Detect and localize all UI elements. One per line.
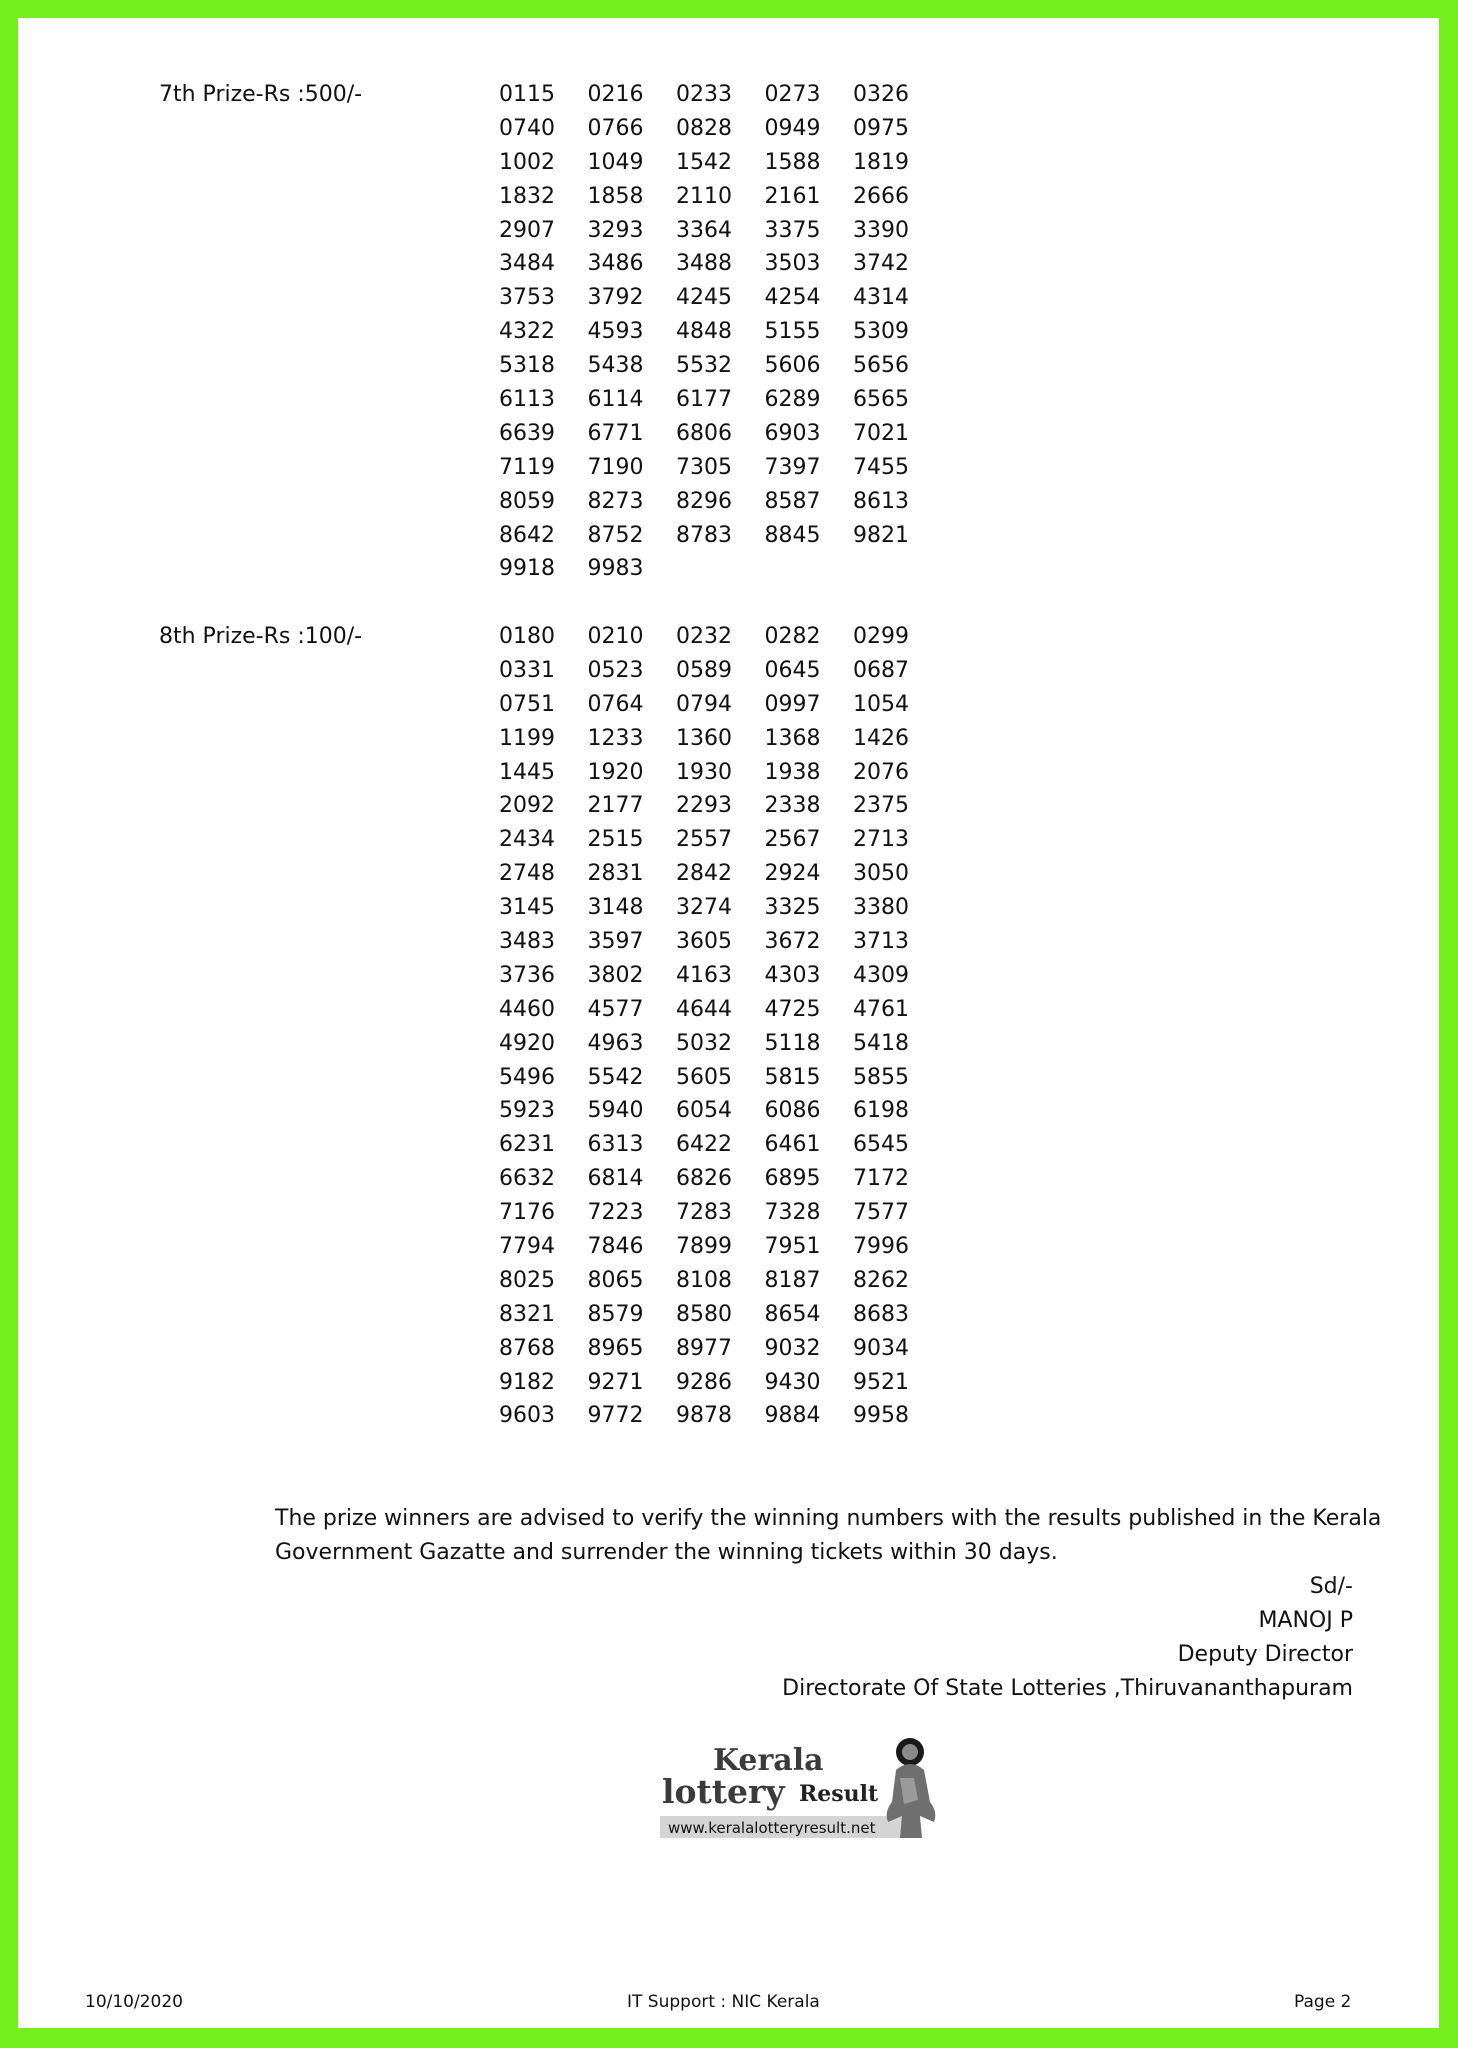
winning-number: 1054 — [853, 691, 909, 717]
winning-number: 8579 — [587, 1301, 644, 1327]
winning-number: 9521 — [853, 1369, 909, 1395]
winning-number: 8296 — [676, 488, 732, 514]
winning-number: 3483 — [499, 929, 555, 955]
winning-number: 0589 — [676, 657, 732, 683]
winning-number: 4593 — [587, 319, 644, 345]
winning-number: 1360 — [676, 725, 732, 751]
prize-label: 7th Prize-Rs :500/- — [159, 82, 363, 107]
winning-number: 0949 — [764, 115, 821, 141]
winning-number: 4163 — [676, 962, 732, 988]
winning-number: 7305 — [676, 454, 732, 480]
winning-number: 8845 — [764, 522, 821, 548]
winning-number: 5309 — [853, 319, 909, 345]
winning-number: 8580 — [676, 1301, 732, 1327]
winning-number: 2713 — [853, 827, 909, 853]
winning-number: 6903 — [764, 420, 821, 446]
logo-text-kerala: Kerala — [713, 1743, 824, 1778]
winning-number: 3792 — [587, 285, 644, 311]
winning-number: 3503 — [764, 251, 821, 277]
signature-block — [782, 1570, 1353, 1706]
winning-number: 7328 — [764, 1200, 821, 1226]
winning-number: 8065 — [587, 1267, 644, 1293]
winning-number: 3375 — [764, 217, 821, 243]
prize-numbers-grid — [499, 78, 942, 586]
winning-number: 0794 — [676, 691, 732, 717]
winning-number: 0331 — [499, 657, 555, 683]
winning-number: 0740 — [499, 115, 555, 141]
winning-number: 2567 — [764, 827, 821, 853]
winning-number: 8977 — [676, 1335, 732, 1361]
winning-number: 0828 — [676, 115, 732, 141]
winning-number: 2515 — [587, 827, 644, 853]
winning-number: 6113 — [499, 387, 555, 413]
winning-number: 4920 — [499, 1030, 555, 1056]
winning-number: 2177 — [587, 793, 644, 819]
winning-number: 6422 — [676, 1132, 732, 1158]
winning-number: 2557 — [676, 827, 732, 853]
winning-number: 6895 — [764, 1166, 821, 1192]
winning-number: 3274 — [676, 895, 732, 921]
winning-number: 6231 — [499, 1132, 555, 1158]
winning-number: 3742 — [853, 251, 909, 277]
winning-number: 3148 — [587, 895, 644, 921]
winning-number: 5940 — [587, 1098, 644, 1124]
winning-number: 8587 — [764, 488, 821, 514]
winner-notice: The prize winners are advised to verify the winning numbers with the results published in the Kerala Government Gazatte and surrender the winning tickets within 30 days. — [275, 1506, 1382, 1565]
winning-number: 7223 — [587, 1200, 644, 1226]
winning-number: 3488 — [676, 251, 732, 277]
winning-number: 8768 — [499, 1335, 555, 1361]
winning-number: 2375 — [853, 793, 909, 819]
winning-number: 8321 — [499, 1301, 555, 1327]
winning-number: 0645 — [764, 657, 821, 683]
winning-number: 9603 — [499, 1403, 555, 1429]
winning-number: 0764 — [587, 691, 644, 717]
winning-number: 6313 — [587, 1132, 644, 1158]
winning-number: 3713 — [853, 929, 909, 955]
winning-number: 3145 — [499, 895, 555, 921]
winning-number: 5605 — [676, 1064, 732, 1090]
winning-number: 0751 — [499, 691, 555, 717]
winning-number: 8613 — [853, 488, 909, 514]
winning-number: 6565 — [853, 387, 909, 413]
winning-number: 6639 — [499, 420, 555, 446]
winning-number: 2831 — [587, 861, 644, 887]
winning-number: 2092 — [499, 793, 555, 819]
winning-number: 0766 — [587, 115, 644, 141]
winning-number: 4460 — [499, 996, 555, 1022]
kerala-lottery-result-logo — [638, 1730, 968, 1850]
winning-number: 6461 — [764, 1132, 821, 1158]
winning-number: 0233 — [676, 82, 732, 107]
winning-number: 0210 — [587, 624, 644, 649]
winning-number: 7996 — [853, 1234, 909, 1260]
winning-number: 8783 — [676, 522, 732, 548]
winning-number: 6826 — [676, 1166, 732, 1192]
logo-text-result: Result — [799, 1781, 879, 1807]
winning-number: 2748 — [499, 861, 555, 887]
winning-number: 3484 — [499, 251, 555, 277]
winning-number: 9983 — [587, 556, 644, 582]
winning-number: 1426 — [853, 725, 909, 751]
winning-number: 7119 — [499, 454, 555, 480]
winning-number: 6054 — [676, 1098, 732, 1124]
winning-number: 5656 — [853, 353, 909, 379]
winning-number: 7899 — [676, 1234, 732, 1260]
footer-page: Page 2 — [1294, 1992, 1352, 2012]
winning-number: 1938 — [764, 759, 821, 785]
winning-number: 1588 — [764, 149, 821, 175]
winning-number: 1858 — [587, 183, 644, 209]
winning-number: 9821 — [853, 522, 909, 548]
signatory-designation: Deputy Director — [1177, 1642, 1353, 1667]
winning-number: 4322 — [499, 319, 555, 345]
winning-number: 0273 — [764, 82, 821, 107]
winning-number: 4254 — [764, 285, 821, 311]
winning-number: 1920 — [587, 759, 644, 785]
winning-number: 4245 — [676, 285, 732, 311]
winning-number: 4644 — [676, 996, 732, 1022]
winning-number: 9034 — [853, 1335, 909, 1361]
winning-number: 5438 — [587, 353, 644, 379]
winning-number: 3597 — [587, 929, 644, 955]
winning-number: 8752 — [587, 522, 644, 548]
winning-number: 5496 — [499, 1064, 555, 1090]
winning-number: 7190 — [587, 454, 644, 480]
winning-number: 8187 — [764, 1267, 821, 1293]
logo-text-lottery: lottery — [662, 1772, 785, 1811]
result-page — [18, 18, 1439, 2028]
winning-number: 0216 — [587, 82, 644, 107]
winning-number: 3802 — [587, 962, 644, 988]
winning-number: 6806 — [676, 420, 732, 446]
signature-sd: Sd/- — [1309, 1574, 1353, 1599]
winning-number: 1930 — [676, 759, 732, 785]
winning-number: 3293 — [587, 217, 644, 243]
winning-number: 5155 — [764, 319, 821, 345]
winning-number: 6198 — [853, 1098, 909, 1124]
winning-number: 1199 — [499, 725, 555, 751]
winning-number: 8059 — [499, 488, 555, 514]
winning-number: 2110 — [676, 183, 732, 209]
winning-number: 0232 — [676, 624, 732, 649]
winning-number: 9918 — [499, 556, 555, 582]
winning-number: 8025 — [499, 1267, 555, 1293]
winning-number: 8273 — [587, 488, 644, 514]
winning-number: 0523 — [587, 657, 644, 683]
prize-label: 8th Prize-Rs :100/- — [159, 624, 363, 649]
winning-number: 1819 — [853, 149, 909, 175]
winning-number: 5923 — [499, 1098, 555, 1124]
winning-number: 3672 — [764, 929, 821, 955]
winning-number: 7846 — [587, 1234, 644, 1260]
winning-number: 0282 — [764, 624, 821, 649]
winning-number: 9182 — [499, 1369, 555, 1395]
winning-number: 1542 — [676, 149, 732, 175]
winning-number: 5532 — [676, 353, 732, 379]
winning-number: 2161 — [764, 183, 821, 209]
winning-number: 2434 — [499, 827, 555, 853]
winning-number: 9878 — [676, 1403, 732, 1429]
footer-date: 10/10/2020 — [85, 1992, 183, 2012]
winning-number: 9884 — [764, 1403, 821, 1429]
winning-number: 6086 — [764, 1098, 821, 1124]
winning-number: 9032 — [764, 1335, 821, 1361]
winning-number: 7455 — [853, 454, 909, 480]
winning-number: 8683 — [853, 1301, 909, 1327]
winning-number: 2076 — [853, 759, 909, 785]
winning-number: 0180 — [499, 624, 555, 649]
prize-numbers-grid — [499, 620, 942, 1433]
winning-number: 5815 — [764, 1064, 821, 1090]
winning-number: 5318 — [499, 353, 555, 379]
winning-number: 0326 — [853, 82, 909, 107]
winning-number: 3736 — [499, 962, 555, 988]
winning-number: 4577 — [587, 996, 644, 1022]
winning-number: 1233 — [587, 725, 644, 751]
winning-number: 6814 — [587, 1166, 644, 1192]
winning-number: 5606 — [764, 353, 821, 379]
winning-number: 3486 — [587, 251, 644, 277]
winning-number: 3325 — [764, 895, 821, 921]
winning-number: 0687 — [853, 657, 909, 683]
winning-number: 5032 — [676, 1030, 732, 1056]
winning-number: 1445 — [499, 759, 555, 785]
winning-number: 4314 — [853, 285, 909, 311]
winning-number: 2924 — [764, 861, 821, 887]
winning-number: 7176 — [499, 1200, 555, 1226]
winning-number: 3605 — [676, 929, 732, 955]
winning-number: 9958 — [853, 1403, 909, 1429]
winning-number: 1002 — [499, 149, 555, 175]
winning-number: 0115 — [499, 82, 555, 107]
winning-number: 3390 — [853, 217, 909, 243]
winning-number: 9271 — [587, 1369, 644, 1395]
winning-number: 7172 — [853, 1166, 909, 1192]
winning-number: 1368 — [764, 725, 821, 751]
winning-number: 7021 — [853, 420, 909, 446]
winning-number: 3050 — [853, 861, 909, 887]
winning-number: 6632 — [499, 1166, 555, 1192]
winning-number: 3380 — [853, 895, 909, 921]
winning-number: 8262 — [853, 1267, 909, 1293]
signatory-office: Directorate Of State Lotteries ,Thiruvananthapuram — [782, 1676, 1353, 1701]
winning-number: 8108 — [676, 1267, 732, 1293]
winning-number: 9430 — [764, 1369, 821, 1395]
winning-number: 6114 — [587, 387, 644, 413]
winning-number: 5855 — [853, 1064, 909, 1090]
winning-number: 4303 — [764, 962, 821, 988]
winning-number: 8654 — [764, 1301, 821, 1327]
winning-number: 6289 — [764, 387, 821, 413]
winning-number: 1832 — [499, 183, 555, 209]
signatory-name: MANOJ P — [1258, 1608, 1353, 1633]
winning-number: 7283 — [676, 1200, 732, 1226]
winning-number: 7397 — [764, 454, 821, 480]
winning-number: 3753 — [499, 285, 555, 311]
winning-number: 9772 — [587, 1403, 644, 1429]
winning-number: 2338 — [764, 793, 821, 819]
winning-number: 2842 — [676, 861, 732, 887]
winning-number: 5542 — [587, 1064, 644, 1090]
winning-number: 6177 — [676, 387, 732, 413]
winning-number: 4309 — [853, 962, 909, 988]
winning-number: 2907 — [499, 217, 555, 243]
winning-number: 4725 — [764, 996, 821, 1022]
winning-number: 0997 — [764, 691, 821, 717]
winning-number: 4848 — [676, 319, 732, 345]
winning-number: 5118 — [764, 1030, 821, 1056]
winning-number: 5418 — [853, 1030, 909, 1056]
winning-number: 6545 — [853, 1132, 909, 1158]
winning-number: 7794 — [499, 1234, 555, 1260]
footer-support: IT Support : NIC Kerala — [627, 1992, 820, 2012]
winning-number: 0299 — [853, 624, 909, 649]
logo-url-text: www.keralalotteryresult.net — [668, 1819, 876, 1837]
winning-number: 3364 — [676, 217, 732, 243]
winning-number: 2293 — [676, 793, 732, 819]
winning-number: 8642 — [499, 522, 555, 548]
winning-number: 9286 — [676, 1369, 732, 1395]
winning-number: 7577 — [853, 1200, 909, 1226]
winning-number: 2666 — [853, 183, 909, 209]
winning-number: 4761 — [853, 996, 909, 1022]
winning-number: 1049 — [587, 149, 644, 175]
winning-number: 0975 — [853, 115, 909, 141]
winning-number: 7951 — [764, 1234, 821, 1260]
winning-number: 8965 — [587, 1335, 644, 1361]
winning-number: 6771 — [587, 420, 644, 446]
winning-number: 4963 — [587, 1030, 644, 1056]
